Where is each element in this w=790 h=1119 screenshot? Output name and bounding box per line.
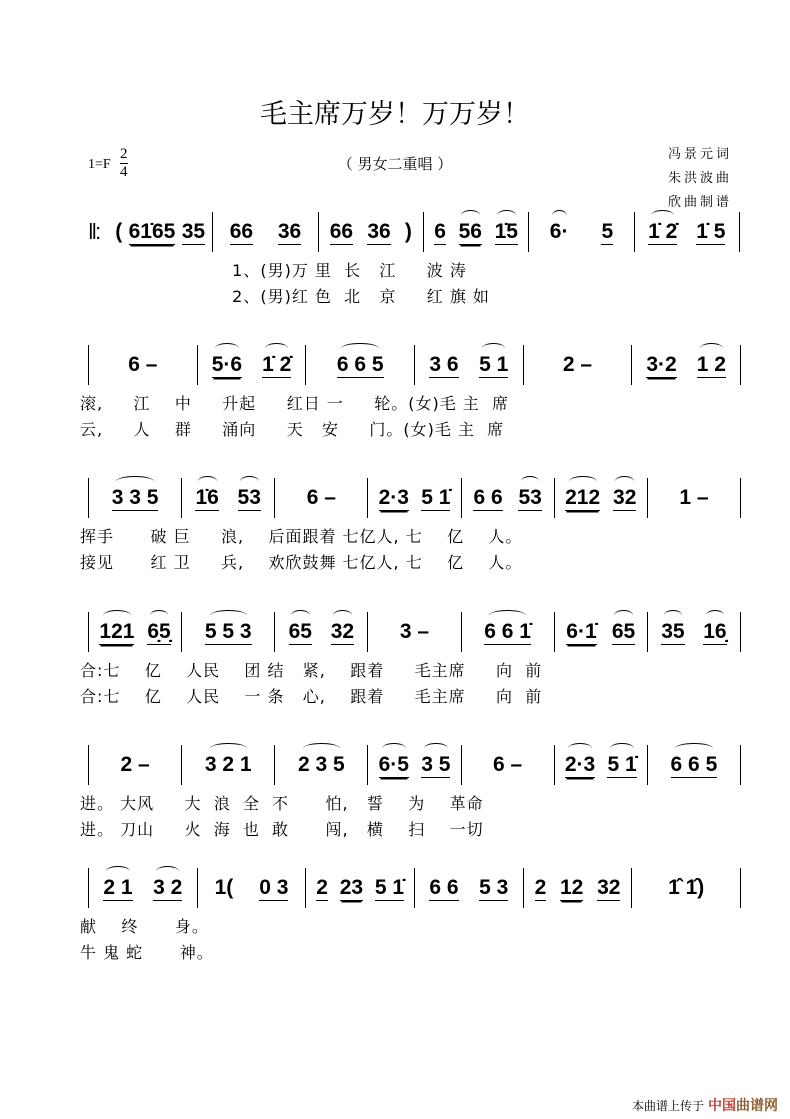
- measure: [555, 745, 648, 785]
- note-group: 3 6: [429, 352, 459, 376]
- measure: [182, 478, 275, 518]
- note-group: 1̇5: [494, 219, 518, 243]
- note-group: 1̂ 1̂): [668, 876, 705, 899]
- measure: [368, 745, 461, 785]
- note-group: 53: [237, 485, 261, 509]
- measure: [319, 212, 424, 252]
- subtitle: （ 男女二重唱 ）: [337, 155, 453, 173]
- note-group: 1 2: [696, 352, 726, 376]
- lyric-line-verse-1: 挥手 破 巨 浪, 后面跟着 七亿人, 七 亿 人。: [80, 527, 523, 546]
- note-group: 6 6 5: [336, 352, 384, 376]
- note-group: 2: [534, 875, 547, 899]
- measure: [368, 478, 461, 518]
- note-group: 36: [277, 219, 302, 243]
- note-group: 2: [316, 875, 328, 899]
- notation-row: [88, 612, 741, 652]
- note-group: 3·2: [646, 352, 677, 376]
- measure: [424, 212, 529, 252]
- lyric-line-verse-2: 牛 鬼 蛇 神。: [80, 943, 214, 962]
- note-group: 65: [611, 619, 636, 643]
- note-group: 2 –: [562, 353, 593, 376]
- measure: [89, 478, 182, 518]
- measure: [306, 345, 415, 385]
- composer: 朱洪波曲: [668, 171, 733, 186]
- measure: [415, 868, 524, 908]
- note-group: 212: [565, 485, 601, 509]
- lyric-line-verse-1: 献 终 身。: [80, 917, 209, 936]
- note-group: 1̇ 5: [696, 219, 726, 243]
- song-title: 毛主席万岁！万万岁！: [260, 99, 530, 130]
- note-group: 6 –: [128, 353, 158, 376]
- note-group: 5: [601, 219, 614, 243]
- lyric-line-verse-1: 1、(男)万 里 长 江 波 涛: [80, 261, 467, 280]
- note-group: 23: [339, 875, 364, 899]
- lyric-line-verse-1: 合:七 亿 人民 团 结 紧, 跟着 毛主席 向 前: [80, 661, 543, 680]
- notation-row: [88, 868, 741, 908]
- measure: [89, 345, 198, 385]
- measure: [182, 612, 275, 652]
- measure: [635, 212, 740, 252]
- notation-row: [88, 345, 741, 385]
- notation-row: [88, 478, 741, 518]
- meter-top: 2: [120, 146, 128, 162]
- note-group: 5 1: [479, 352, 509, 376]
- measure: [89, 868, 198, 908]
- measure: [632, 345, 741, 385]
- measure: [213, 212, 318, 252]
- note-group: 56: [458, 219, 482, 243]
- note-group: 6·1̇: [566, 619, 597, 643]
- footer: [632, 1095, 778, 1115]
- lyric-line-verse-2: 进。 刀山 火 海 也 敢 闯, 横 扫 一切: [80, 820, 484, 839]
- note-group: 53: [518, 485, 542, 509]
- note-group: 6 6 1̇: [484, 619, 531, 643]
- note-group: 6 –: [306, 486, 336, 509]
- footer-text: 本曲谱上传于: [631, 1098, 704, 1113]
- note-group: 32: [597, 875, 621, 899]
- note-group: 16̣: [703, 619, 727, 643]
- note-group: 5 1̇: [374, 875, 405, 899]
- note-group: 61̇65: [128, 219, 176, 243]
- measure: [89, 612, 182, 652]
- note-group: 121: [99, 619, 135, 643]
- measure: [89, 745, 182, 785]
- measure: [648, 745, 741, 785]
- note-group: ): [404, 220, 412, 243]
- note-group: 5 1̇: [421, 485, 451, 509]
- note-group: 36: [367, 219, 391, 243]
- notation-row: [88, 212, 740, 252]
- measure: [275, 478, 368, 518]
- note-group: 5 3: [479, 875, 509, 899]
- measure: [108, 212, 213, 252]
- logo-text: 中国: [708, 1097, 736, 1113]
- note-group: 1̇ 2̇: [648, 219, 678, 243]
- measure: [275, 612, 368, 652]
- note-group: (: [115, 220, 123, 243]
- note-group: 2 1: [103, 875, 133, 899]
- note-group: 3 3 5: [111, 485, 159, 509]
- measure: [648, 478, 741, 518]
- measure: [306, 868, 415, 908]
- note-group: 5 1̇: [607, 752, 637, 776]
- transcriber: 欣曲制谱: [668, 195, 733, 210]
- note-group: 32: [330, 619, 355, 643]
- note-group: 1̇6: [195, 485, 219, 509]
- note-group: 1(: [214, 876, 234, 899]
- note-group: 2·3: [564, 752, 596, 776]
- note-group: 6 –: [493, 753, 523, 776]
- note-group: 2 3 5: [297, 753, 345, 776]
- note-group: 3 –: [399, 620, 430, 643]
- note-group: 6 6: [429, 875, 459, 899]
- measure: [648, 612, 741, 652]
- note-group: 6·: [549, 220, 569, 243]
- note-group: 6̣5̣: [147, 619, 171, 643]
- note-group: 5 5 3: [204, 619, 252, 643]
- measure: [529, 212, 634, 252]
- measure: [632, 868, 741, 908]
- lyric-line-verse-2: 云, 人 群 涌向 天 安 门。(女)毛 主 席: [80, 420, 505, 439]
- lyric-line-verse-1: 滚, 江 中 升起 红日 一 轮。(女)毛 主 席: [80, 394, 509, 413]
- logo-text-2: 曲谱网: [736, 1097, 778, 1113]
- credits: [668, 143, 732, 215]
- measure: [182, 745, 275, 785]
- measure: [462, 745, 555, 785]
- lyricist: 冯景元词: [668, 147, 733, 162]
- measure: [555, 612, 648, 652]
- note-group: 66: [229, 219, 254, 243]
- lyric-line-verse-2: 合:七 亿 人民 一 条 心, 跟着 毛主席 向 前: [80, 687, 543, 706]
- measure: [462, 478, 555, 518]
- note-group: 6: [434, 219, 446, 243]
- note-group: 32: [613, 485, 637, 509]
- measure: [368, 612, 461, 652]
- lyric-line-verse-2: 接见 红 卫 兵, 欢欣鼓舞 七亿人, 七 亿 人。: [80, 553, 523, 572]
- measure: [275, 745, 368, 785]
- measure: [415, 345, 524, 385]
- note-group: 3 2: [153, 875, 183, 899]
- note-group: 6·5: [378, 752, 409, 776]
- note-group: 5·6: [211, 352, 243, 376]
- measure: [524, 868, 633, 908]
- measure: [524, 345, 633, 385]
- note-group: 2 –: [120, 753, 150, 776]
- repeat-start-sign: ‖:: [88, 219, 100, 244]
- lyric-line-verse-2: 2、(男)红 色 北 京 红 旗 如: [80, 287, 490, 306]
- note-group: 66: [329, 219, 354, 243]
- lyric-line-verse-1: 进。 大风 大 浪 全 不 怕, 誓 为 革命: [80, 794, 484, 813]
- note-group: 35: [181, 219, 206, 243]
- site-logo[interactable]: [708, 1095, 778, 1115]
- note-group: 12: [560, 875, 584, 899]
- note-group: 1 –: [679, 486, 709, 509]
- key-signature: 1=F: [88, 157, 111, 172]
- note-group: 3 2 1: [204, 753, 252, 776]
- note-group: 6 6 5: [670, 752, 718, 776]
- note-group: 35: [661, 619, 685, 643]
- measure: [198, 868, 307, 908]
- measure: [198, 345, 307, 385]
- notation-row: [88, 745, 741, 785]
- note-group: 1̇ 2̇: [262, 352, 292, 376]
- note-group: 3 5: [421, 752, 451, 776]
- note-group: 65: [288, 619, 312, 643]
- note-group: 2·3: [378, 485, 409, 509]
- note-group: 6 6: [473, 485, 503, 509]
- note-group: 0 3: [259, 875, 289, 899]
- measure: [555, 478, 648, 518]
- meter-bottom: 4: [120, 164, 128, 180]
- measure: [462, 612, 555, 652]
